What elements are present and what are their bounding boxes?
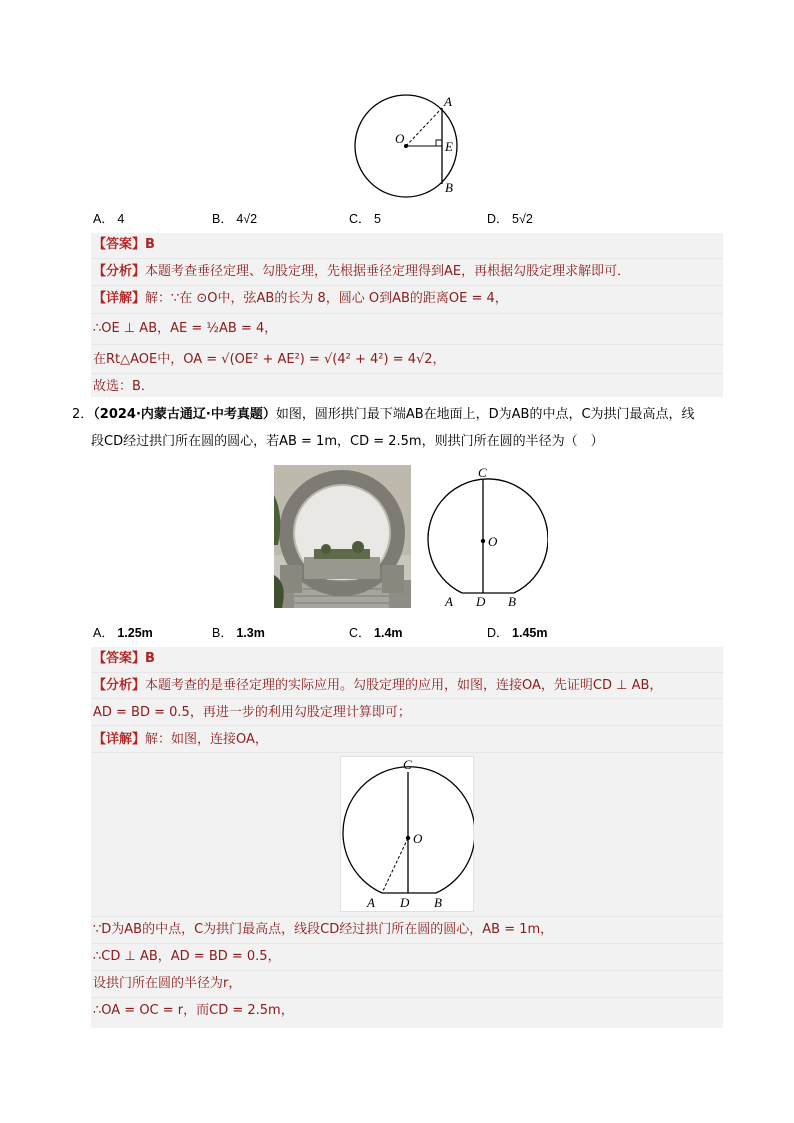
q2-detail-line-1: ∵D为AB的中点，C为拱门最高点，线段CD经过拱门所在圆的圆心，AB = 1m， — [93, 922, 554, 937]
q1-option-d-key: D． — [487, 212, 509, 226]
q2-detail-line-2: ∴CD ⊥ AB，AD = BD = 0.5， — [93, 949, 281, 964]
q1-answer-value: B — [145, 237, 155, 252]
q2-center-dot — [481, 539, 485, 543]
q2-sol-label-d: D — [400, 895, 410, 910]
q2-option-c-value: 1.4m — [374, 626, 403, 640]
q1-analysis-tag: 【分析】 — [93, 264, 146, 279]
q1-detail-line-1 — [93, 290, 508, 308]
q1-label-o: O — [395, 131, 405, 146]
q2-option-d-key: D． — [487, 626, 509, 640]
q1-detail-text-1: 解：∵在 ⊙O中，弦AB的长为 8，圆心 O到AB的距离OE = 4， — [145, 291, 508, 306]
q2-moon-gate-photo — [274, 465, 411, 608]
q2-stem-line-2: 段CD经过拱门所在圆的圆心，若AB = 1m，CD = 2.5m，则拱门所在圆的半径为（ ） — [91, 434, 604, 449]
q1-right-angle-mark — [436, 140, 442, 146]
q2-sol-label-o: O — [413, 831, 423, 846]
q2-option-b[interactable] — [212, 623, 265, 641]
q1-analysis-line — [93, 263, 630, 281]
q2-stem-text-1: 如图，圆形拱门最下端AB在地面上，D为AB的中点，C为拱门最高点，线 — [275, 407, 695, 422]
q2-option-a-value: 1.25m — [117, 626, 153, 640]
q1-option-a[interactable] — [93, 209, 124, 227]
q2-label-b: B — [508, 594, 516, 609]
q2-label-o: O — [488, 534, 498, 549]
q2-circle-diagram — [418, 463, 548, 611]
q1-option-d-value: 5√2 — [512, 212, 533, 226]
q1-circle-figure — [352, 92, 464, 200]
q2-detail-line-3: 设拱门所在圆的半径为r， — [93, 976, 242, 991]
q1-option-b[interactable] — [212, 209, 257, 227]
q2-analysis-text-1: 本题考查的是垂径定理的实际应用。勾股定理的应用，如图，连接OA，先证明CD ⊥ AB， — [145, 678, 663, 693]
q2-option-b-key: B． — [212, 626, 233, 640]
q1-option-a-key: A． — [93, 212, 114, 226]
q1-label-a: A — [444, 94, 452, 109]
q2-option-d-value: 1.45m — [512, 626, 548, 640]
q2-source: （2024·内蒙古通辽·中考真题） — [93, 407, 276, 422]
q1-detail-line-4: 故选：B． — [93, 379, 154, 394]
q1-center-dot — [404, 144, 408, 148]
q1-answer-tag: 【答案】 — [93, 237, 146, 252]
q2-sol-label-c: C — [403, 757, 412, 772]
q2-answer-tag: 【答案】 — [93, 651, 146, 666]
q1-option-c-key: C． — [349, 212, 371, 226]
q1-option-d[interactable] — [487, 209, 533, 227]
q1-option-b-key: B． — [212, 212, 233, 226]
q1-option-c[interactable] — [349, 209, 381, 227]
q2-analysis-line-1 — [93, 677, 662, 695]
q2-label-c: C — [478, 465, 487, 480]
q2-sol-center-dot — [406, 836, 410, 840]
q1-detail-line-2: ∴OE ⊥ AB，AE = ½AB = 4， — [93, 321, 278, 336]
q1-option-b-value: 4√2 — [236, 212, 258, 226]
q2-detail-first: 解：如图，连接OA， — [145, 732, 268, 747]
q2-option-c[interactable] — [349, 623, 403, 641]
q2-option-c-key: C． — [349, 626, 371, 640]
q1-label-b: B — [445, 180, 453, 195]
q2-option-b-value: 1.3m — [236, 626, 265, 640]
q1-detail-line-3: 在Rt△AOE中，OA = √(OE² + AE²) = √(4² + 4²) = 4√2， — [93, 352, 446, 367]
q2-stem-line-1 — [72, 406, 695, 424]
q2-detail-line-4: ∴OA = OC = r，而CD = 2.5m， — [93, 1003, 294, 1018]
q2-option-a[interactable] — [93, 623, 153, 641]
q1-option-c-value: 5 — [374, 212, 381, 226]
q1-analysis-text: 本题考查垂径定理、勾股定理，先根据垂径定理得到AE，再根据勾股定理求解即可． — [145, 264, 631, 279]
q2-label-d: D — [476, 594, 486, 609]
q2-answer-value: B — [145, 651, 155, 666]
q2-option-d[interactable] — [487, 623, 547, 641]
q1-label-e: E — [445, 139, 453, 154]
q2-analysis-tag: 【分析】 — [93, 678, 146, 693]
q2-sol-label-a: A — [367, 895, 375, 910]
q1-detail-tag: 【详解】 — [93, 291, 146, 306]
q2-label-a: A — [445, 594, 453, 609]
q2-sol-label-b: B — [434, 895, 442, 910]
q2-solution-diagram — [340, 756, 474, 912]
q2-analysis-line-2: AD = BD = 0.5，再进一步的利用勾股定理计算即可； — [93, 705, 411, 720]
q2-option-a-key: A． — [93, 626, 114, 640]
q2-detail-line-0 — [93, 731, 268, 749]
q1-answer-line — [93, 236, 155, 254]
q2-number: 2． — [72, 407, 94, 422]
q2-answer-line — [93, 650, 155, 668]
q1-option-a-value: 4 — [117, 212, 125, 226]
q2-detail-tag: 【详解】 — [93, 732, 146, 747]
